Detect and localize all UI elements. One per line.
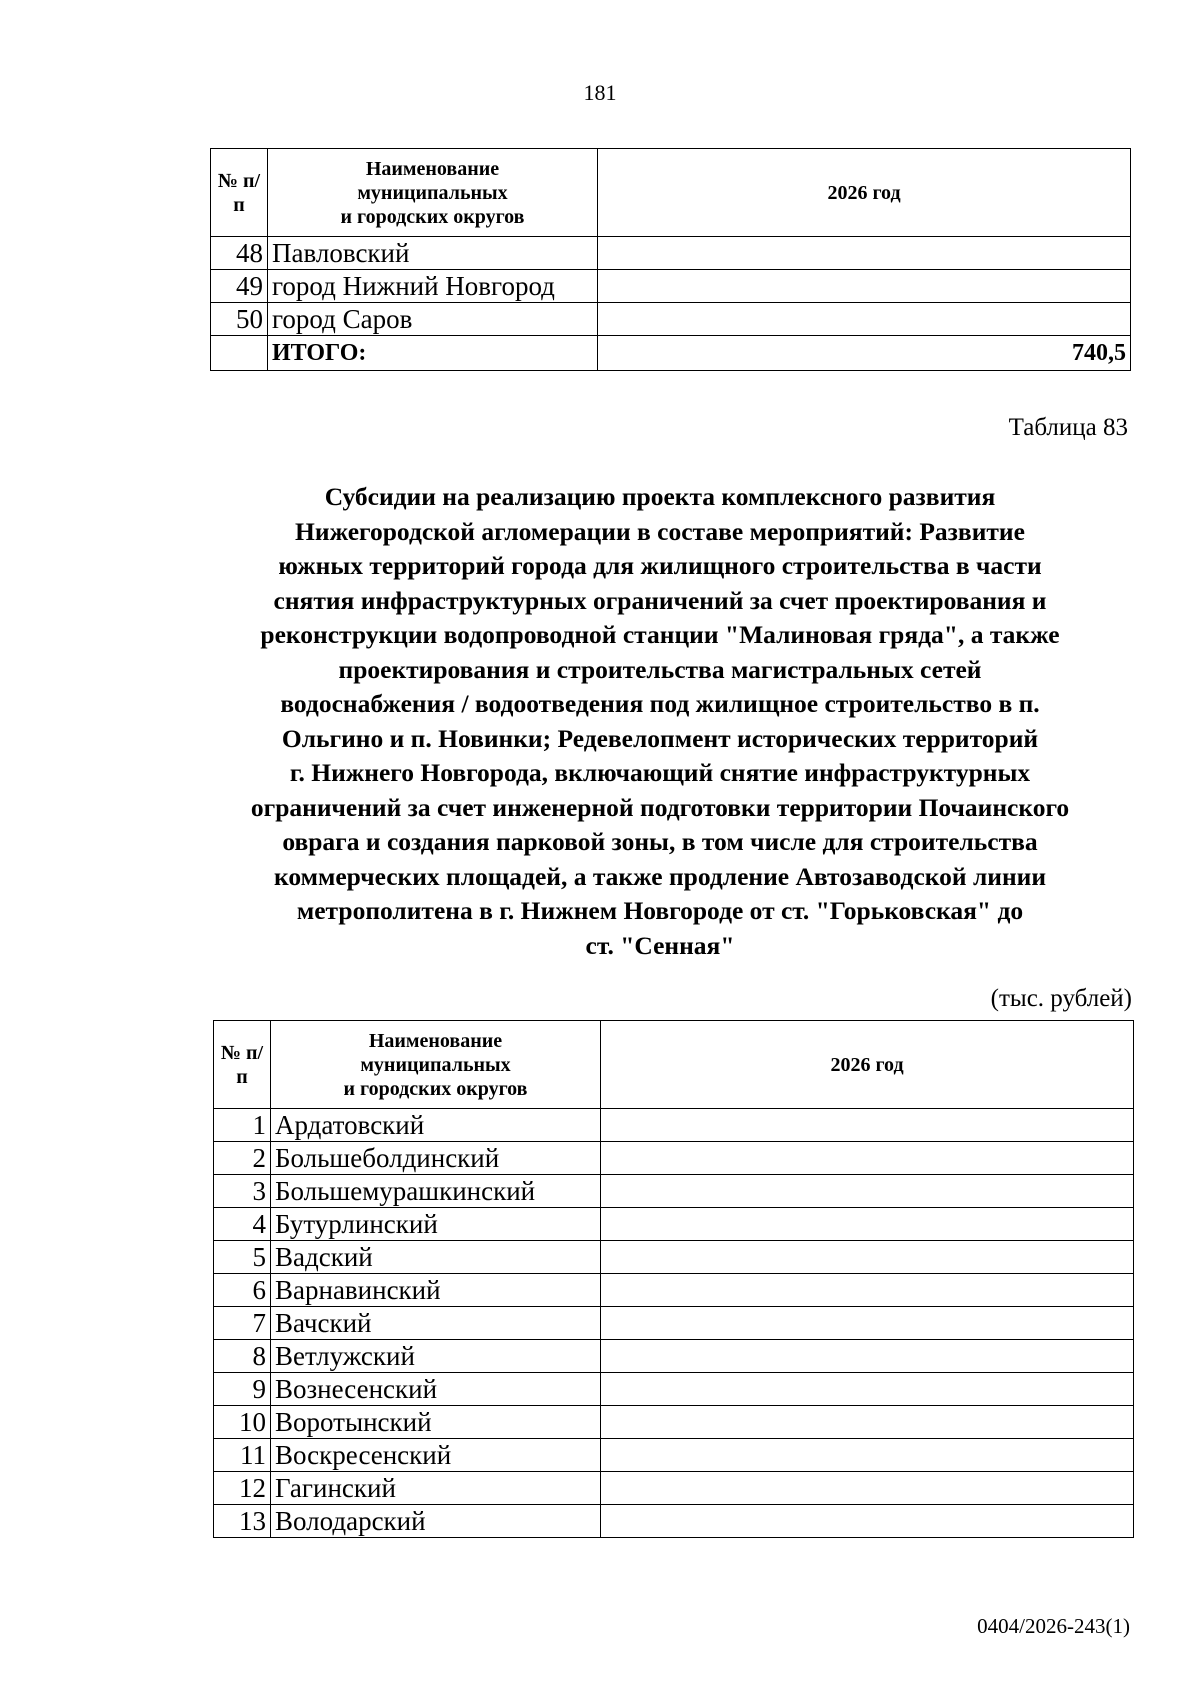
table-continuation	[210, 148, 1131, 371]
heading-line: Нижегородской агломерации в составе мероприятий: Развитие	[295, 516, 1025, 546]
table-row	[211, 303, 1131, 336]
table-row	[214, 1340, 1134, 1373]
row-value	[601, 1307, 1134, 1340]
table-row	[214, 1439, 1134, 1472]
heading-line: метрополитена в г. Нижнем Новгороде от ст. "Горьковская" до	[296, 896, 1024, 925]
row-number: 10	[214, 1406, 271, 1439]
heading-line: Субсидии на реализацию проекта комплексного развития	[324, 482, 996, 511]
heading-line: ст. "Сенная"	[585, 930, 735, 960]
column-header-num: № п/п	[211, 149, 268, 237]
table-row	[214, 1373, 1134, 1406]
row-number: 8	[214, 1340, 271, 1373]
row-name: Большемурашкинский	[271, 1175, 601, 1208]
row-number: 12	[214, 1472, 271, 1505]
column-header-name-line: муниципальных	[357, 181, 508, 204]
row-name: Воротынский	[271, 1406, 601, 1439]
column-header-name-line: Наименование	[365, 157, 500, 180]
table-main	[213, 1020, 1134, 1538]
row-number: 7	[214, 1307, 271, 1340]
row-number: 3	[214, 1175, 271, 1208]
column-header-name-line: и городских округов	[343, 1077, 528, 1100]
table-row	[214, 1175, 1134, 1208]
row-value	[601, 1439, 1134, 1472]
row-value	[601, 1340, 1134, 1373]
heading-line: южных территорий города для жилищного строительства в части	[278, 551, 1042, 580]
column-header-year: 2026 год	[601, 1021, 1134, 1109]
row-value	[601, 1241, 1134, 1274]
row-name: Вадский	[271, 1241, 601, 1274]
heading-line: коммерческих площадей, а также продление Автозаводской линии	[273, 861, 1047, 891]
row-number: 9	[214, 1373, 271, 1406]
column-header-year: 2026 год	[598, 149, 1131, 237]
table-row	[214, 1406, 1134, 1439]
table-row	[211, 270, 1131, 303]
row-name: Вачский	[271, 1307, 601, 1340]
row-name: Павловский	[268, 237, 598, 270]
total-value: 740,5	[598, 336, 1131, 371]
row-number: 48	[211, 237, 268, 270]
row-value	[601, 1142, 1134, 1175]
row-name: Гагинский	[271, 1472, 601, 1505]
column-header-num: № п/п	[214, 1021, 271, 1109]
column-header-name	[271, 1021, 601, 1109]
table-row	[214, 1109, 1134, 1142]
row-number: 1	[214, 1109, 271, 1142]
column-header-name-line: и городских округов	[340, 205, 525, 228]
row-value	[601, 1109, 1134, 1142]
heading-line: Ольгино и п. Новинки; Редевелопмент исторических территорий	[281, 723, 1039, 753]
row-number: 6	[214, 1274, 271, 1307]
document-code: 0404/2026-243(1)	[977, 1614, 1130, 1638]
total-label: ИТОГО:	[268, 336, 598, 371]
total-row	[211, 336, 1131, 371]
table-row	[214, 1142, 1134, 1175]
row-name: Ветлужский	[271, 1340, 601, 1373]
row-value	[601, 1406, 1134, 1439]
table-header-row	[214, 1021, 1134, 1109]
table-header-row	[211, 149, 1131, 237]
table-row	[214, 1472, 1134, 1505]
row-name: город Нижний Новгород	[268, 270, 598, 303]
row-number: 11	[214, 1439, 271, 1472]
heading-line: реконструкции водопроводной станции "Малиновая гряда", а также	[260, 620, 1060, 649]
row-value	[598, 303, 1131, 336]
row-value	[598, 237, 1131, 270]
row-value	[601, 1373, 1134, 1406]
total-num-cell	[211, 336, 268, 371]
row-number: 49	[211, 270, 268, 303]
row-name: город Саров	[268, 303, 598, 336]
row-number: 13	[214, 1505, 271, 1538]
table-heading	[190, 480, 1130, 963]
table-row	[211, 237, 1131, 270]
row-value	[601, 1472, 1134, 1505]
column-header-name	[268, 149, 598, 237]
table-row	[214, 1241, 1134, 1274]
heading-line: оврага и создания парковой зоны, в том числе для строительства	[282, 827, 1038, 856]
heading-line: снятия инфраструктурных ограничений за счет проектирования и	[273, 585, 1047, 615]
row-number: 50	[211, 303, 268, 336]
table-row	[214, 1307, 1134, 1340]
table-row	[214, 1208, 1134, 1241]
row-value	[601, 1505, 1134, 1538]
heading-line: ограничений за счет инженерной подготовки территории Почаинского	[250, 792, 1070, 822]
row-number: 2	[214, 1142, 271, 1175]
row-name: Воскресенский	[271, 1439, 601, 1472]
heading-line: проектирования и строительства магистральных сетей	[338, 654, 982, 684]
table-row	[214, 1274, 1134, 1307]
table-body	[211, 237, 1131, 336]
table-body	[214, 1109, 1134, 1538]
column-header-name-line: Наименование	[368, 1029, 503, 1052]
row-name: Варнавинский	[271, 1274, 601, 1307]
table-label: Таблица 83	[1008, 414, 1128, 441]
column-header-name-line: муниципальных	[360, 1053, 511, 1076]
table-row	[214, 1505, 1134, 1538]
row-name: Вознесенский	[271, 1373, 601, 1406]
row-name: Большеболдинский	[271, 1142, 601, 1175]
row-value	[598, 270, 1131, 303]
units-label: (тыс. рублей)	[990, 985, 1132, 1012]
row-value	[601, 1208, 1134, 1241]
row-name: Бутурлинский	[271, 1208, 601, 1241]
row-number: 4	[214, 1208, 271, 1241]
heading-line: г. Нижнего Новгорода, включающий снятие инфраструктурных	[289, 758, 1031, 787]
row-value	[601, 1274, 1134, 1307]
page-number: 181	[583, 80, 617, 105]
row-name: Володарский	[271, 1505, 601, 1538]
row-value	[601, 1175, 1134, 1208]
row-name: Ардатовский	[271, 1109, 601, 1142]
row-number: 5	[214, 1241, 271, 1274]
heading-line: водоснабжения / водоотведения под жилищное строительство в п.	[280, 689, 1040, 718]
